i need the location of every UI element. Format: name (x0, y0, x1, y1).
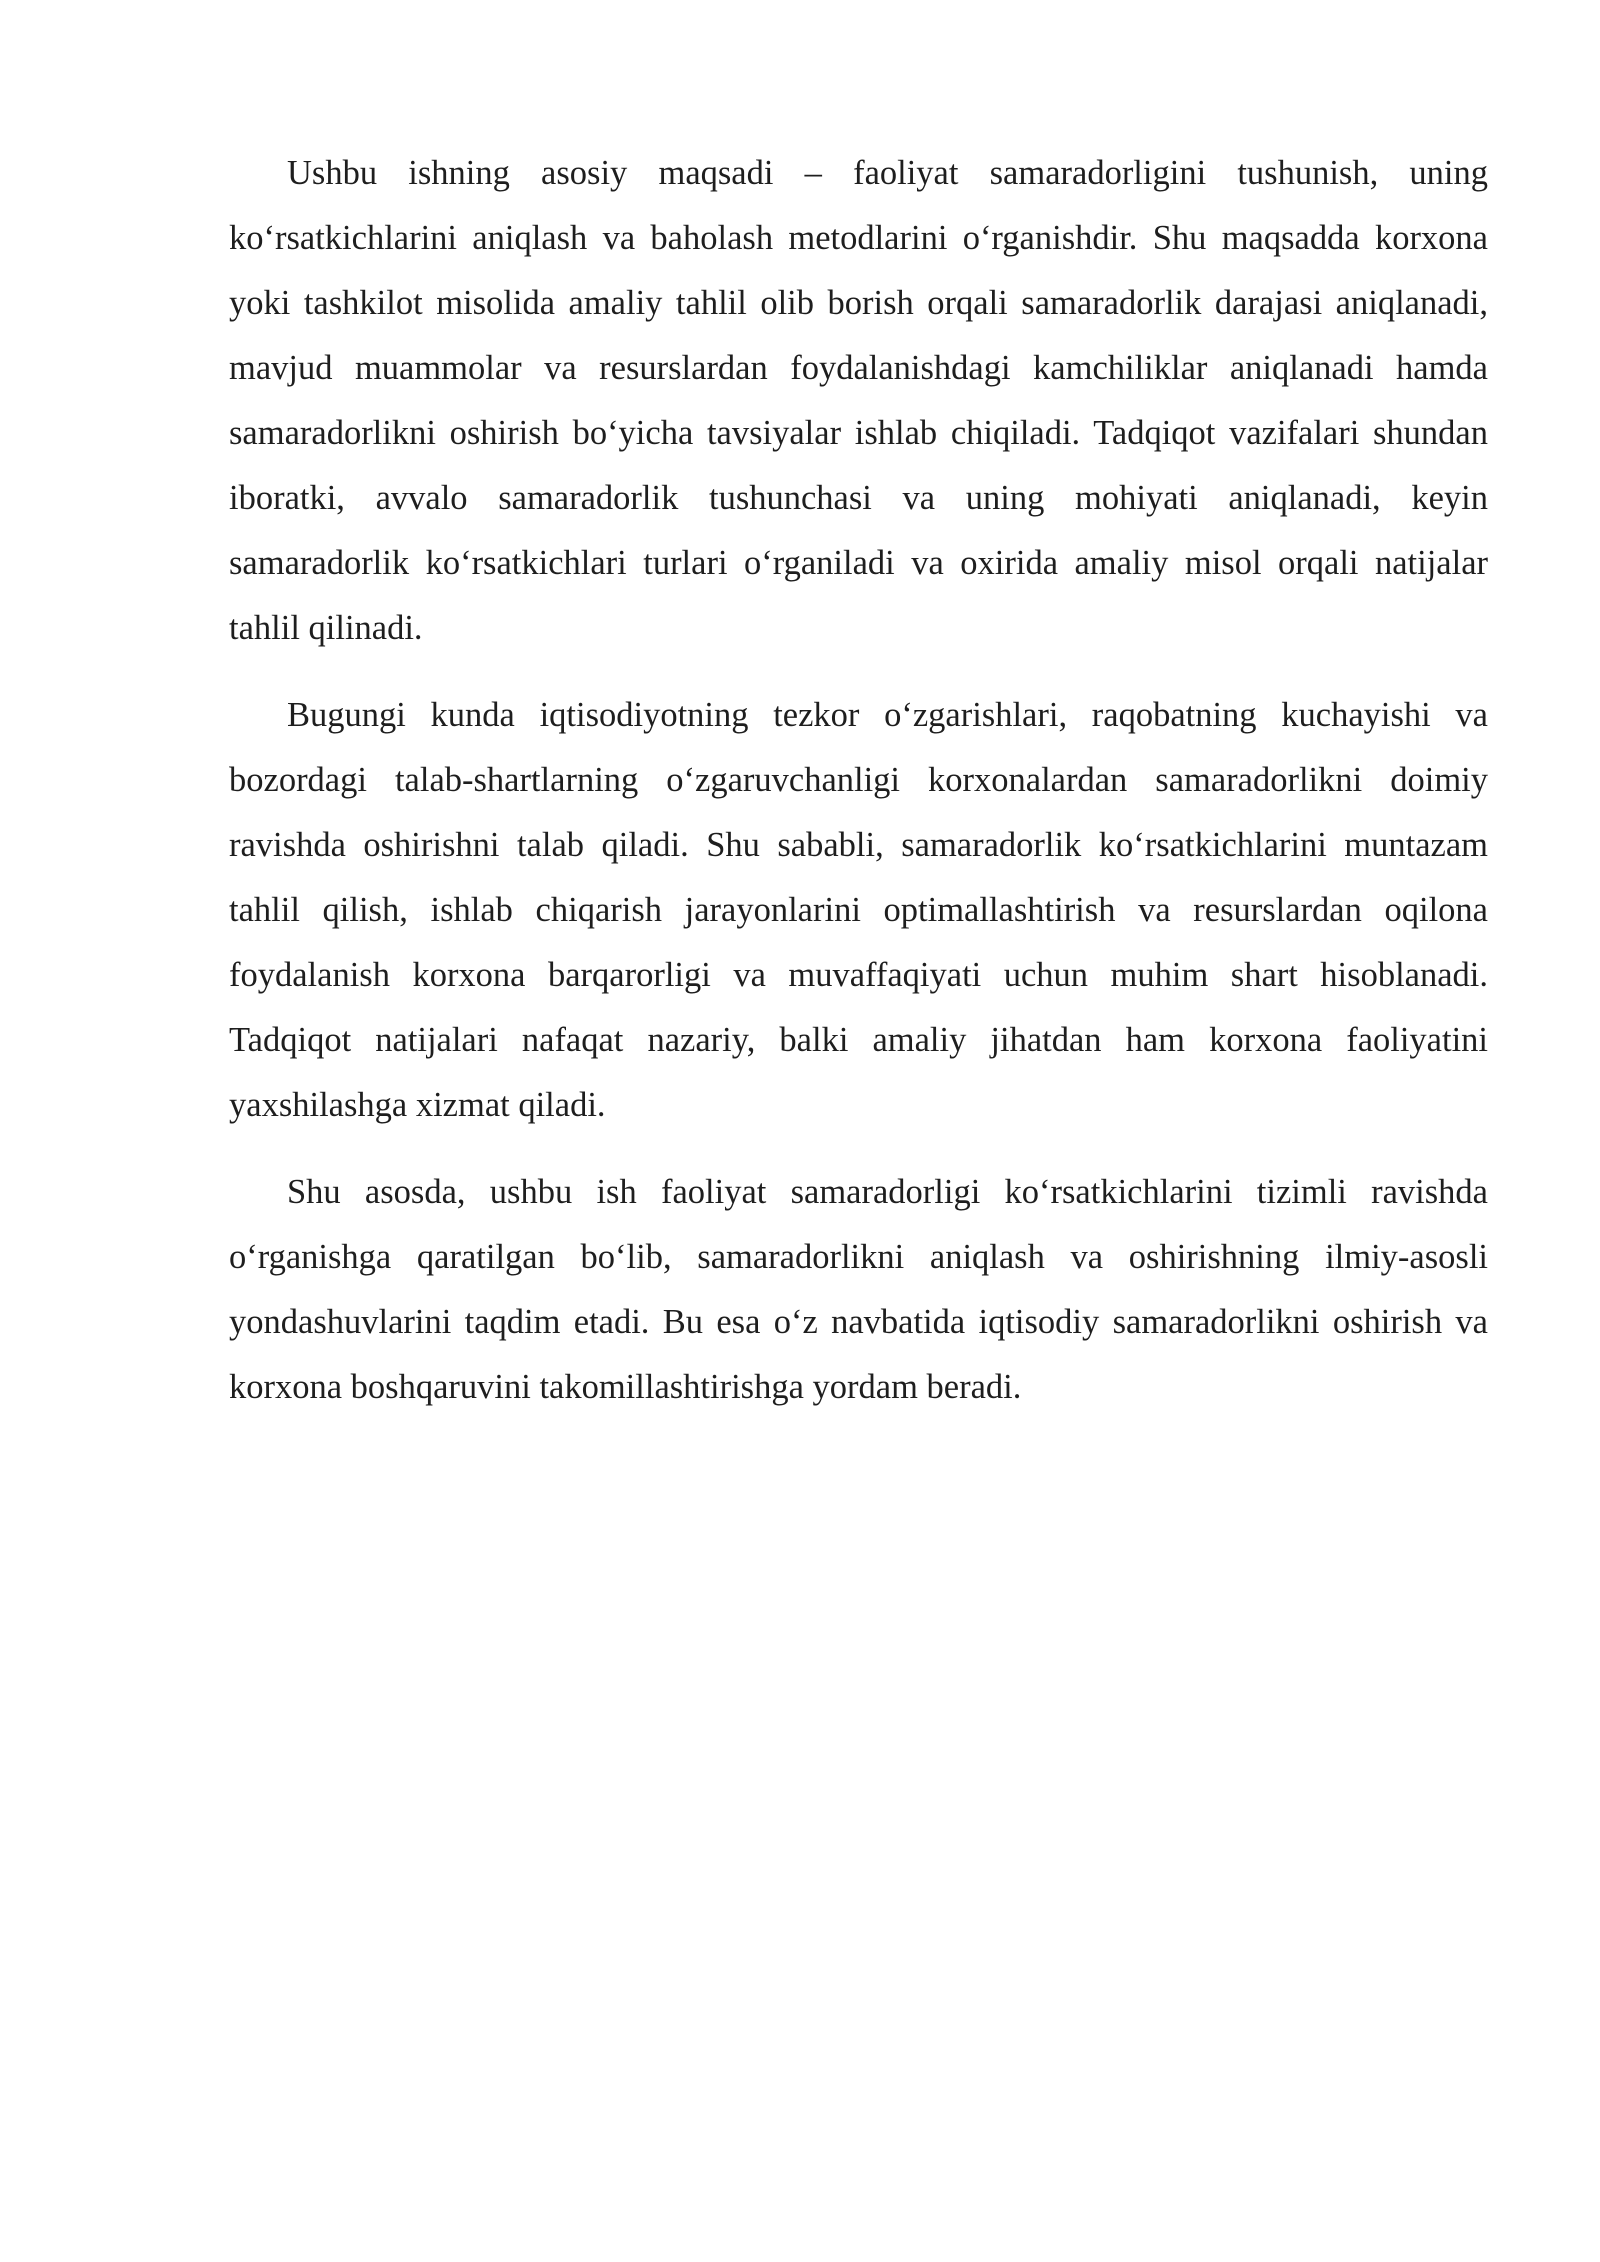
body-text (229, 141, 1488, 1442)
paragraph-conclusion: Shu asosda, ushbu ish faoliyat samaradorligi ko‘rsatkichlarini tizimli ravishda o‘rganishga qaratilgan bo‘lib, samaradorlikni aniqlash va oshirishning ilmiy-asosli yondashuvlarini taqdim etadi. Bu esa o‘z navbatida iqtisodiy samaradorlikni oshirish va korxona boshqaruvini takomillashtirishga yordam beradi. (229, 1173, 1488, 1406)
paragraph-relevance: Bugungi kunda iqtisodiyotning tezkor o‘zgarishlari, raqobatning kuchayishi va bozordagi talab-shartlarning o‘zgaruvchanligi korxonalardan samaradorlikni doimiy ravishda oshirishni talab qiladi. Shu sababli, samaradorlik ko‘rsatkichlarini muntazam tahlil qilish, ishlab chiqarish jarayonlarini optimallashtirish va resurslardan oqilona foydalanish korxona barqarorligi va muvaffaqiyati uchun muhim shart hisoblanadi. Tadqiqot natijalari nafaqat nazariy, balki amaliy jihatdan ham korxona faoliyatini yaxshilashga xizmat qiladi. (229, 696, 1488, 1124)
paragraph-purpose: Ushbu ishning asosiy maqsadi – faoliyat samaradorligini tushunish, uning ko‘rsatkichlarini aniqlash va baholash metodlarini o‘rganishdir. Shu maqsadda korxona yoki tashkilot misolida amaliy tahlil olib borish orqali samaradorlik darajasi aniqlanadi, mavjud muammolar va resurslardan foydalanishdagi kamchiliklar aniqlanadi hamda samaradorlikni oshirish bo‘yicha tavsiyalar ishlab chiqiladi. Tadqiqot vazifalari shundan iboratki, avvalo samaradorlik tushunchasi va uning mohiyati aniqlanadi, keyin samaradorlik ko‘rsatkichlari turlari o‘rganiladi va oxirida amaliy misol orqali natijalar tahlil qilinadi. (229, 154, 1488, 647)
